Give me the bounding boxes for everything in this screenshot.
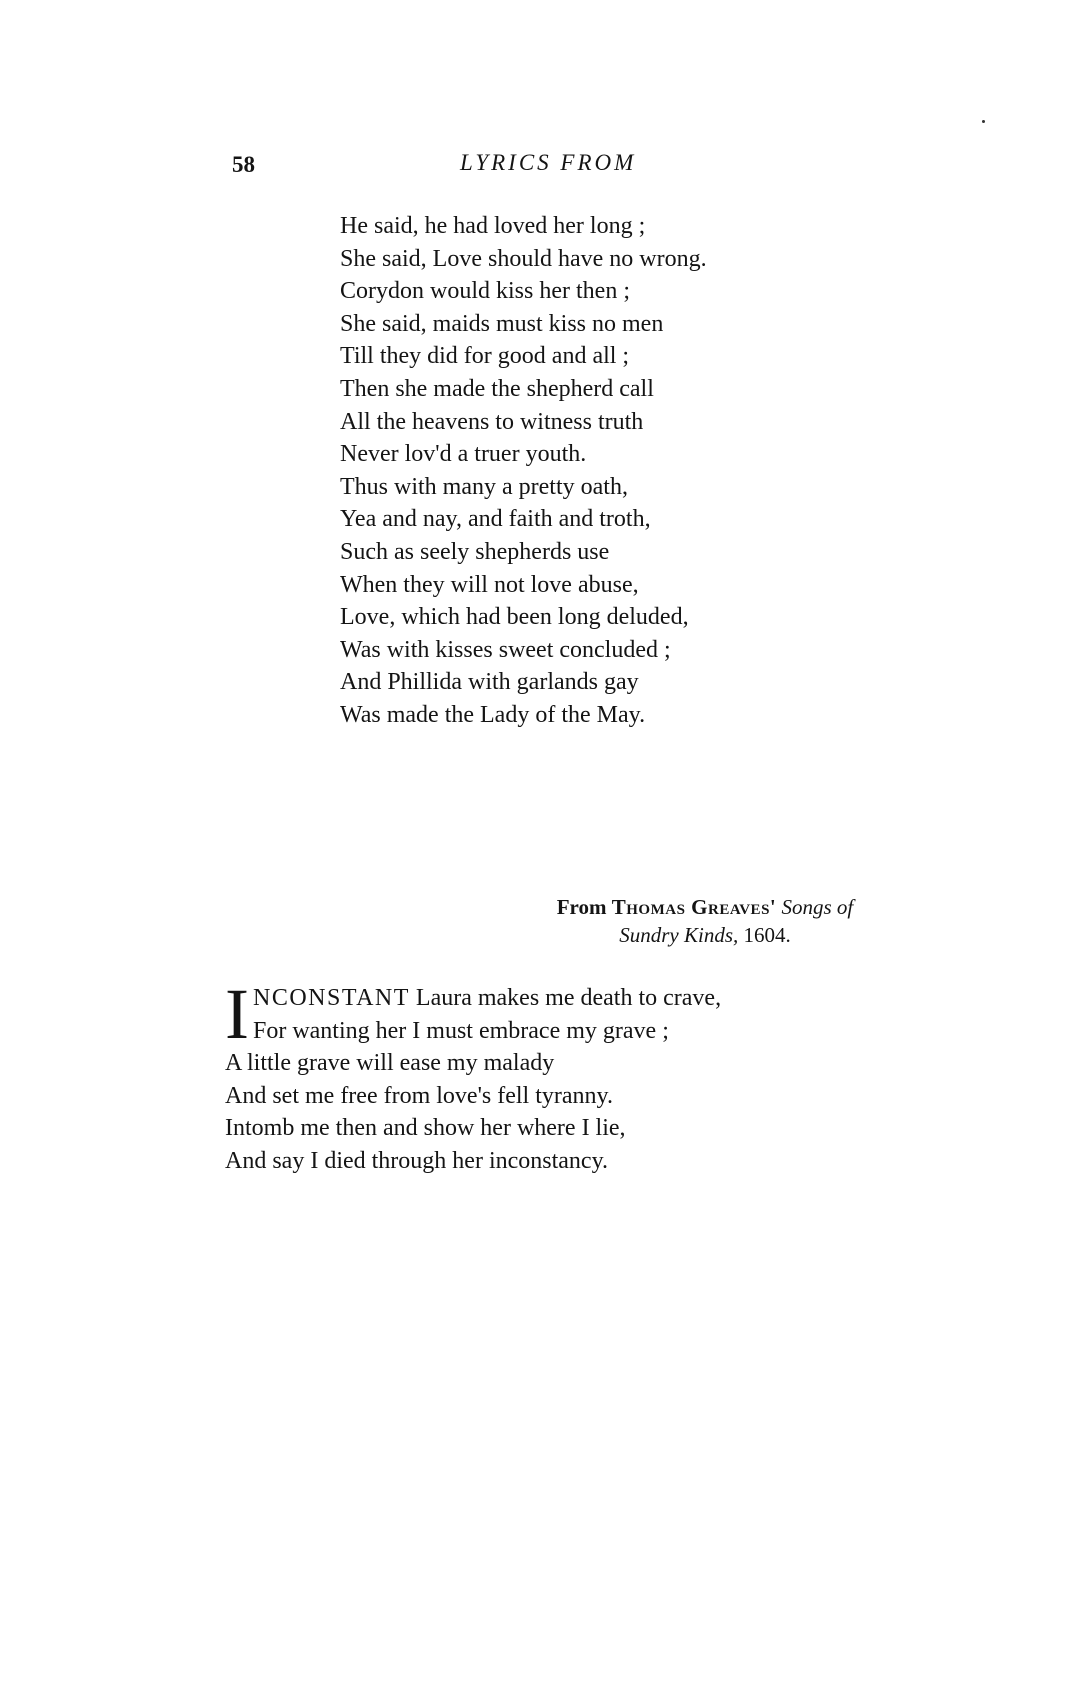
- poem-line: Was with kisses sweet concluded ;: [340, 636, 671, 663]
- poem-line: A little grave will ease my malady: [225, 1050, 555, 1077]
- poem-first-line-rest: Laura makes me death to crave,: [409, 985, 722, 1011]
- attribution-work-part1: Songs of: [781, 895, 854, 919]
- poem-line: Yea and nay, and faith and troth,: [340, 506, 651, 533]
- attribution-line-2: [520, 921, 890, 949]
- attribution-author: Thomas Greaves': [611, 895, 777, 919]
- poem-line: Was made the Lady of the May.: [340, 701, 646, 728]
- page-number: 58: [232, 152, 255, 177]
- poem-stanza: [340, 210, 707, 732]
- poem-line: And set me free from love's fell tyranny.: [225, 1082, 613, 1109]
- drop-cap: I: [225, 974, 249, 1054]
- poem-inconstant: [225, 974, 722, 1178]
- poem-line: Thus with many a pretty oath,: [340, 473, 628, 500]
- poem-line: Intomb me then and show her where I lie,: [225, 1115, 626, 1142]
- poem-line: Never lov'd a truer youth.: [340, 441, 587, 468]
- poem-first-line: [225, 982, 722, 1015]
- source-attribution: [520, 893, 890, 949]
- poem-line: When they will not love abuse,: [340, 571, 639, 598]
- poem-line: All the heavens to witness truth: [340, 408, 644, 435]
- poem-line: Such as seely shepherds use: [340, 538, 610, 565]
- poem-line: For wanting her I must embrace my grave ;: [252, 1017, 669, 1044]
- poem-line: She said, maids must kiss no men: [340, 310, 664, 337]
- poem-first-word: NCONSTANT: [252, 985, 410, 1011]
- running-head: LYRICS FROM: [460, 150, 637, 175]
- attribution-work-part2: Sundry Kinds,: [619, 923, 739, 947]
- poem-line: Till they did for good and all ;: [340, 343, 630, 370]
- poem-line: Corydon would kiss her then ;: [340, 278, 630, 305]
- poem-line: And Phillida with garlands gay: [340, 669, 639, 696]
- print-speck: [982, 120, 985, 123]
- poem-line: Love, which had been long deluded,: [340, 604, 689, 631]
- poem-line: She said, Love should have no wrong.: [340, 245, 707, 272]
- attribution-from: From: [556, 895, 607, 919]
- poem-line: Then she made the shepherd call: [340, 375, 654, 402]
- attribution-line-1: [520, 893, 890, 921]
- attribution-year: 1604.: [743, 923, 791, 947]
- poem-line: And say I died through her inconstancy.: [225, 1147, 609, 1174]
- poem-line: He said, he had loved her long ;: [340, 213, 646, 239]
